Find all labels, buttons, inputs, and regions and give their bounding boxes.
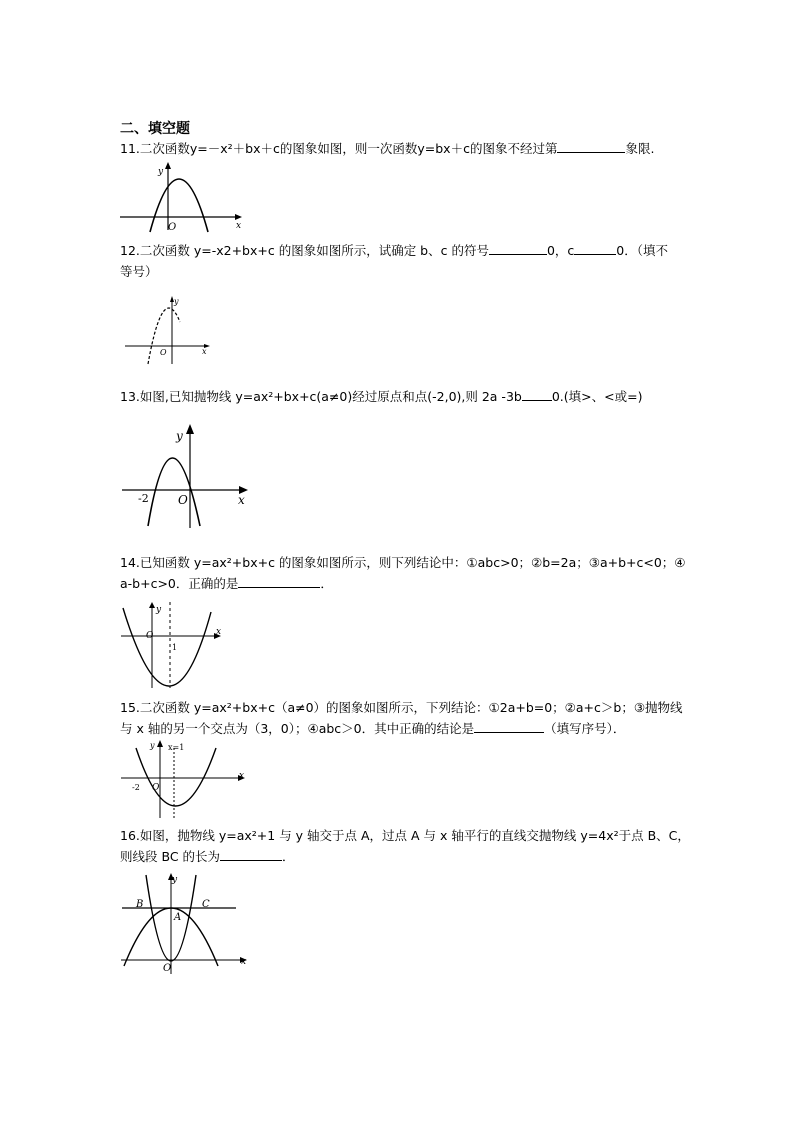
question-11-text: 11.二次函数y=－x²＋bx＋c的图象如图，则一次函数y=bx＋c的图象不经过第 [120, 141, 558, 156]
answer-blank-12-b[interactable] [489, 242, 547, 255]
figure-11-y-label: y [158, 167, 164, 177]
question-12-text: 12.二次函数 y=-x2+bx+c 的图象如图所示，试确定 b、c 的符号 [120, 243, 489, 258]
answer-blank-13[interactable] [522, 388, 552, 401]
question-15-suffix: （填写序号）． [544, 721, 626, 736]
figure-13-minus2-label: -2 [138, 492, 149, 505]
question-15 [120, 697, 700, 739]
answer-blank-16[interactable] [220, 848, 282, 861]
figure-16-y-label: y [172, 875, 178, 885]
figure-14-parabola [118, 600, 228, 690]
question-15-text: 15.二次函数 y=ax²+bx+c（a≠0）的图象如图所示，下列结论：①2a+b=0；②a+c＞b；③抛物线 [120, 700, 683, 715]
figure-11-parabola [118, 160, 248, 235]
question-12-suffix: 0．（填不 [616, 243, 668, 258]
question-14-suffix: ． [320, 576, 333, 591]
figure-16-x-label: x [241, 957, 247, 967]
figure-13-origin-label: O [178, 493, 188, 507]
question-13 [120, 386, 700, 407]
question-14-line2 [120, 573, 700, 594]
question-15-line2 [120, 718, 700, 739]
question-11-suffix: 象限. [625, 141, 655, 156]
figure-13-parabola [118, 420, 258, 530]
figure-12-origin-label: O [160, 348, 167, 357]
question-16-line2 [120, 846, 700, 867]
question-15-line2-text: 与 x 轴的另一个交点为（3，0）；④abc＞0．其中正确的结论是 [120, 721, 475, 736]
question-14 [120, 552, 700, 594]
question-13-text: 13.如图,已知抛物线 y=ax²+bx+c(a≠0)经过原点和点(-2,0),则 2a -3b [120, 389, 522, 404]
question-12-line2: 等号） [120, 264, 158, 279]
answer-blank-14[interactable] [238, 575, 320, 588]
figure-14-y-label: y [156, 605, 162, 615]
figure-14-one-label: 1 [172, 643, 178, 652]
figure-16-point-a-label: A [174, 912, 182, 923]
question-13-suffix: 0.(填>、<或=) [551, 389, 643, 404]
figure-16-point-b-label: B [136, 899, 144, 910]
figure-16-point-c-label: C [202, 899, 210, 910]
figure-15-origin-label: O [152, 783, 160, 793]
figure-12-x-label: x [202, 347, 207, 356]
question-14-line2-text: a-b+c>0．正确的是 [120, 576, 239, 591]
section-title: 二、填空题 [120, 121, 190, 137]
figure-15-minus2-label: -2 [132, 783, 140, 792]
answer-blank-15[interactable] [474, 720, 544, 733]
question-11 [120, 138, 700, 159]
figure-12-y-label: y [174, 297, 179, 306]
question-12 [120, 240, 700, 282]
figure-15-x-label: x [239, 771, 245, 781]
figure-13-x-label: x [238, 493, 245, 507]
figure-12-parabola [122, 292, 217, 367]
figure-14-origin-label: O [146, 631, 154, 641]
question-12-mid: 0，c [546, 243, 575, 258]
figure-15-parabola [118, 738, 248, 820]
figure-13-y-label: y [176, 429, 183, 443]
answer-blank-11[interactable] [557, 140, 625, 153]
figure-11-origin-label: O [168, 222, 177, 233]
question-16-line2-text: 则线段 BC 的长为 [120, 849, 221, 864]
figure-11-x-label: x [236, 221, 242, 231]
question-16 [120, 825, 700, 867]
question-16-text: 16.如图，抛物线 y=ax²+1 与 y 轴交于点 A，过点 A 与 x 轴平行的直线交抛物线 y=4x²于点 B、C， [120, 828, 690, 843]
question-16-suffix: ． [282, 849, 295, 864]
figure-16-parabolas [118, 870, 253, 975]
figure-15-y-label: y [150, 741, 155, 750]
figure-15-axis-label: x=1 [168, 743, 185, 752]
answer-blank-12-c[interactable] [574, 242, 616, 255]
figure-14-x-label: x [216, 627, 222, 637]
question-14-text: 14.已知函数 y=ax²+bx+c 的图象如图所示，则下列结论中：①abc>0；②b=2a；③a+b+c<0；④ [120, 555, 686, 570]
figure-16-origin-label: O [163, 963, 172, 974]
